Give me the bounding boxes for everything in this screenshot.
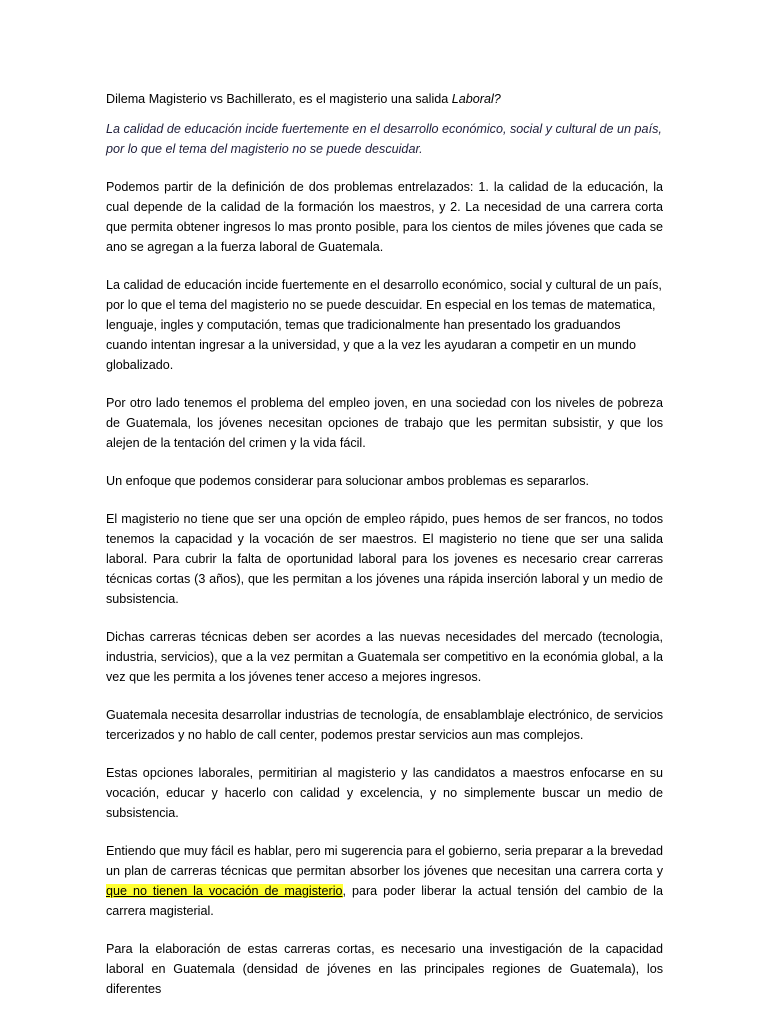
- paragraph-7: Guatemala necesita desarrollar industrias de tecnología, de ensablamblaje electrónico, de servicios tercerizados y no hablo de call center, podemos prestar servicios aun mas complejos.: [106, 708, 663, 742]
- paragraph-9-before: Entiendo que muy fácil es hablar, pero mi sugerencia para el gobierno, seria preparar a la brevedad un plan de carreras técnicas que permitan absorber los jóvenes que necesitan una carrera corta y: [106, 844, 663, 878]
- paragraph-9-after: , para poder liberar la actual tensión del cambio de la carrera magisterial.: [106, 884, 663, 918]
- document-title: [106, 89, 663, 109]
- title-main: Dilema Magisterio vs Bachillerato, es el magisterio una salida: [106, 92, 452, 106]
- lead-paragraph: La calidad de educación incide fuertemente en el desarrollo económico, social y cultural de un país, por lo que el tema del magisterio no se puede descuidar.: [106, 122, 662, 156]
- document-page: [106, 89, 663, 1017]
- paragraph-8: Estas opciones laborales, permitirian al magisterio y las candidatos a maestros enfocarse en su vocación, educar y hacerlo con calidad y excelencia, y no simplemente buscar un medio de subsistencia.: [106, 766, 663, 820]
- paragraph-2: La calidad de educación incide fuertemente en el desarrollo económico, social y cultural de un país, por lo que el tema del magisterio no se puede descuidar. En especial en los temas de matematica, lenguaje, ingles y computación, temas que tradicionalmente han presentado los graduandos cuando intentan ingresar a la universidad, y que a la vez les ayudaran a competir en un mundo globalizado.: [106, 278, 662, 372]
- paragraph-10: Para la elaboración de estas carreras cortas, es necesario una investigación de la capacidad laboral en Guatemala (densidad de jóvenes en las principales regiones de Guatemala), los diferentes: [106, 942, 663, 996]
- title-italic: Laboral?: [451, 92, 501, 106]
- paragraph-4: Un enfoque que podemos considerar para solucionar ambos problemas es separarlos.: [106, 474, 590, 488]
- paragraph-5: El magisterio no tiene que ser una opción de empleo rápido, pues hemos de ser francos, no todos tenemos la capacidad y la vocación de ser maestros. El magisterio no tiene que ser una salida laboral. Para cubrir la falta de oportunidad laboral para los jovenes es necesario crear carreras técnicas cortas (3 años), que les permitan a los jóvenes una rápida inserción laboral y un medio de subsistencia.: [106, 512, 663, 606]
- paragraph-6: Dichas carreras técnicas deben ser acordes a las nuevas necesidades del mercado (tecnologia, industria, servicios), que a la vez permitan a Guatemala ser competitivo en la económia global, a la vez que les permita a los jóvenes tener acceso a mejores ingresos.: [106, 630, 663, 684]
- paragraph-3: Por otro lado tenemos el problema del empleo joven, en una sociedad con los niveles de pobreza de Guatemala, los jóvenes necesitan opciones de trabajo que les permitan subsistir, y que los alejen de la tentación del crimen y la vida fácil.: [106, 396, 663, 450]
- highlighted-text: que no tienen la vocación de magisterio: [106, 884, 343, 898]
- paragraph-1: Podemos partir de la definición de dos problemas entrelazados: 1. la calidad de la educación, la cual depende de la calidad de la formación los maestros, y 2. La necesidad de una carrera corta que permita obtener ingresos lo mas pronto posible, para los cientos de miles jóvenes que cada se ano se agregan a la fuerza laboral de Guatemala.: [106, 180, 663, 254]
- paragraph-9: [106, 841, 663, 921]
